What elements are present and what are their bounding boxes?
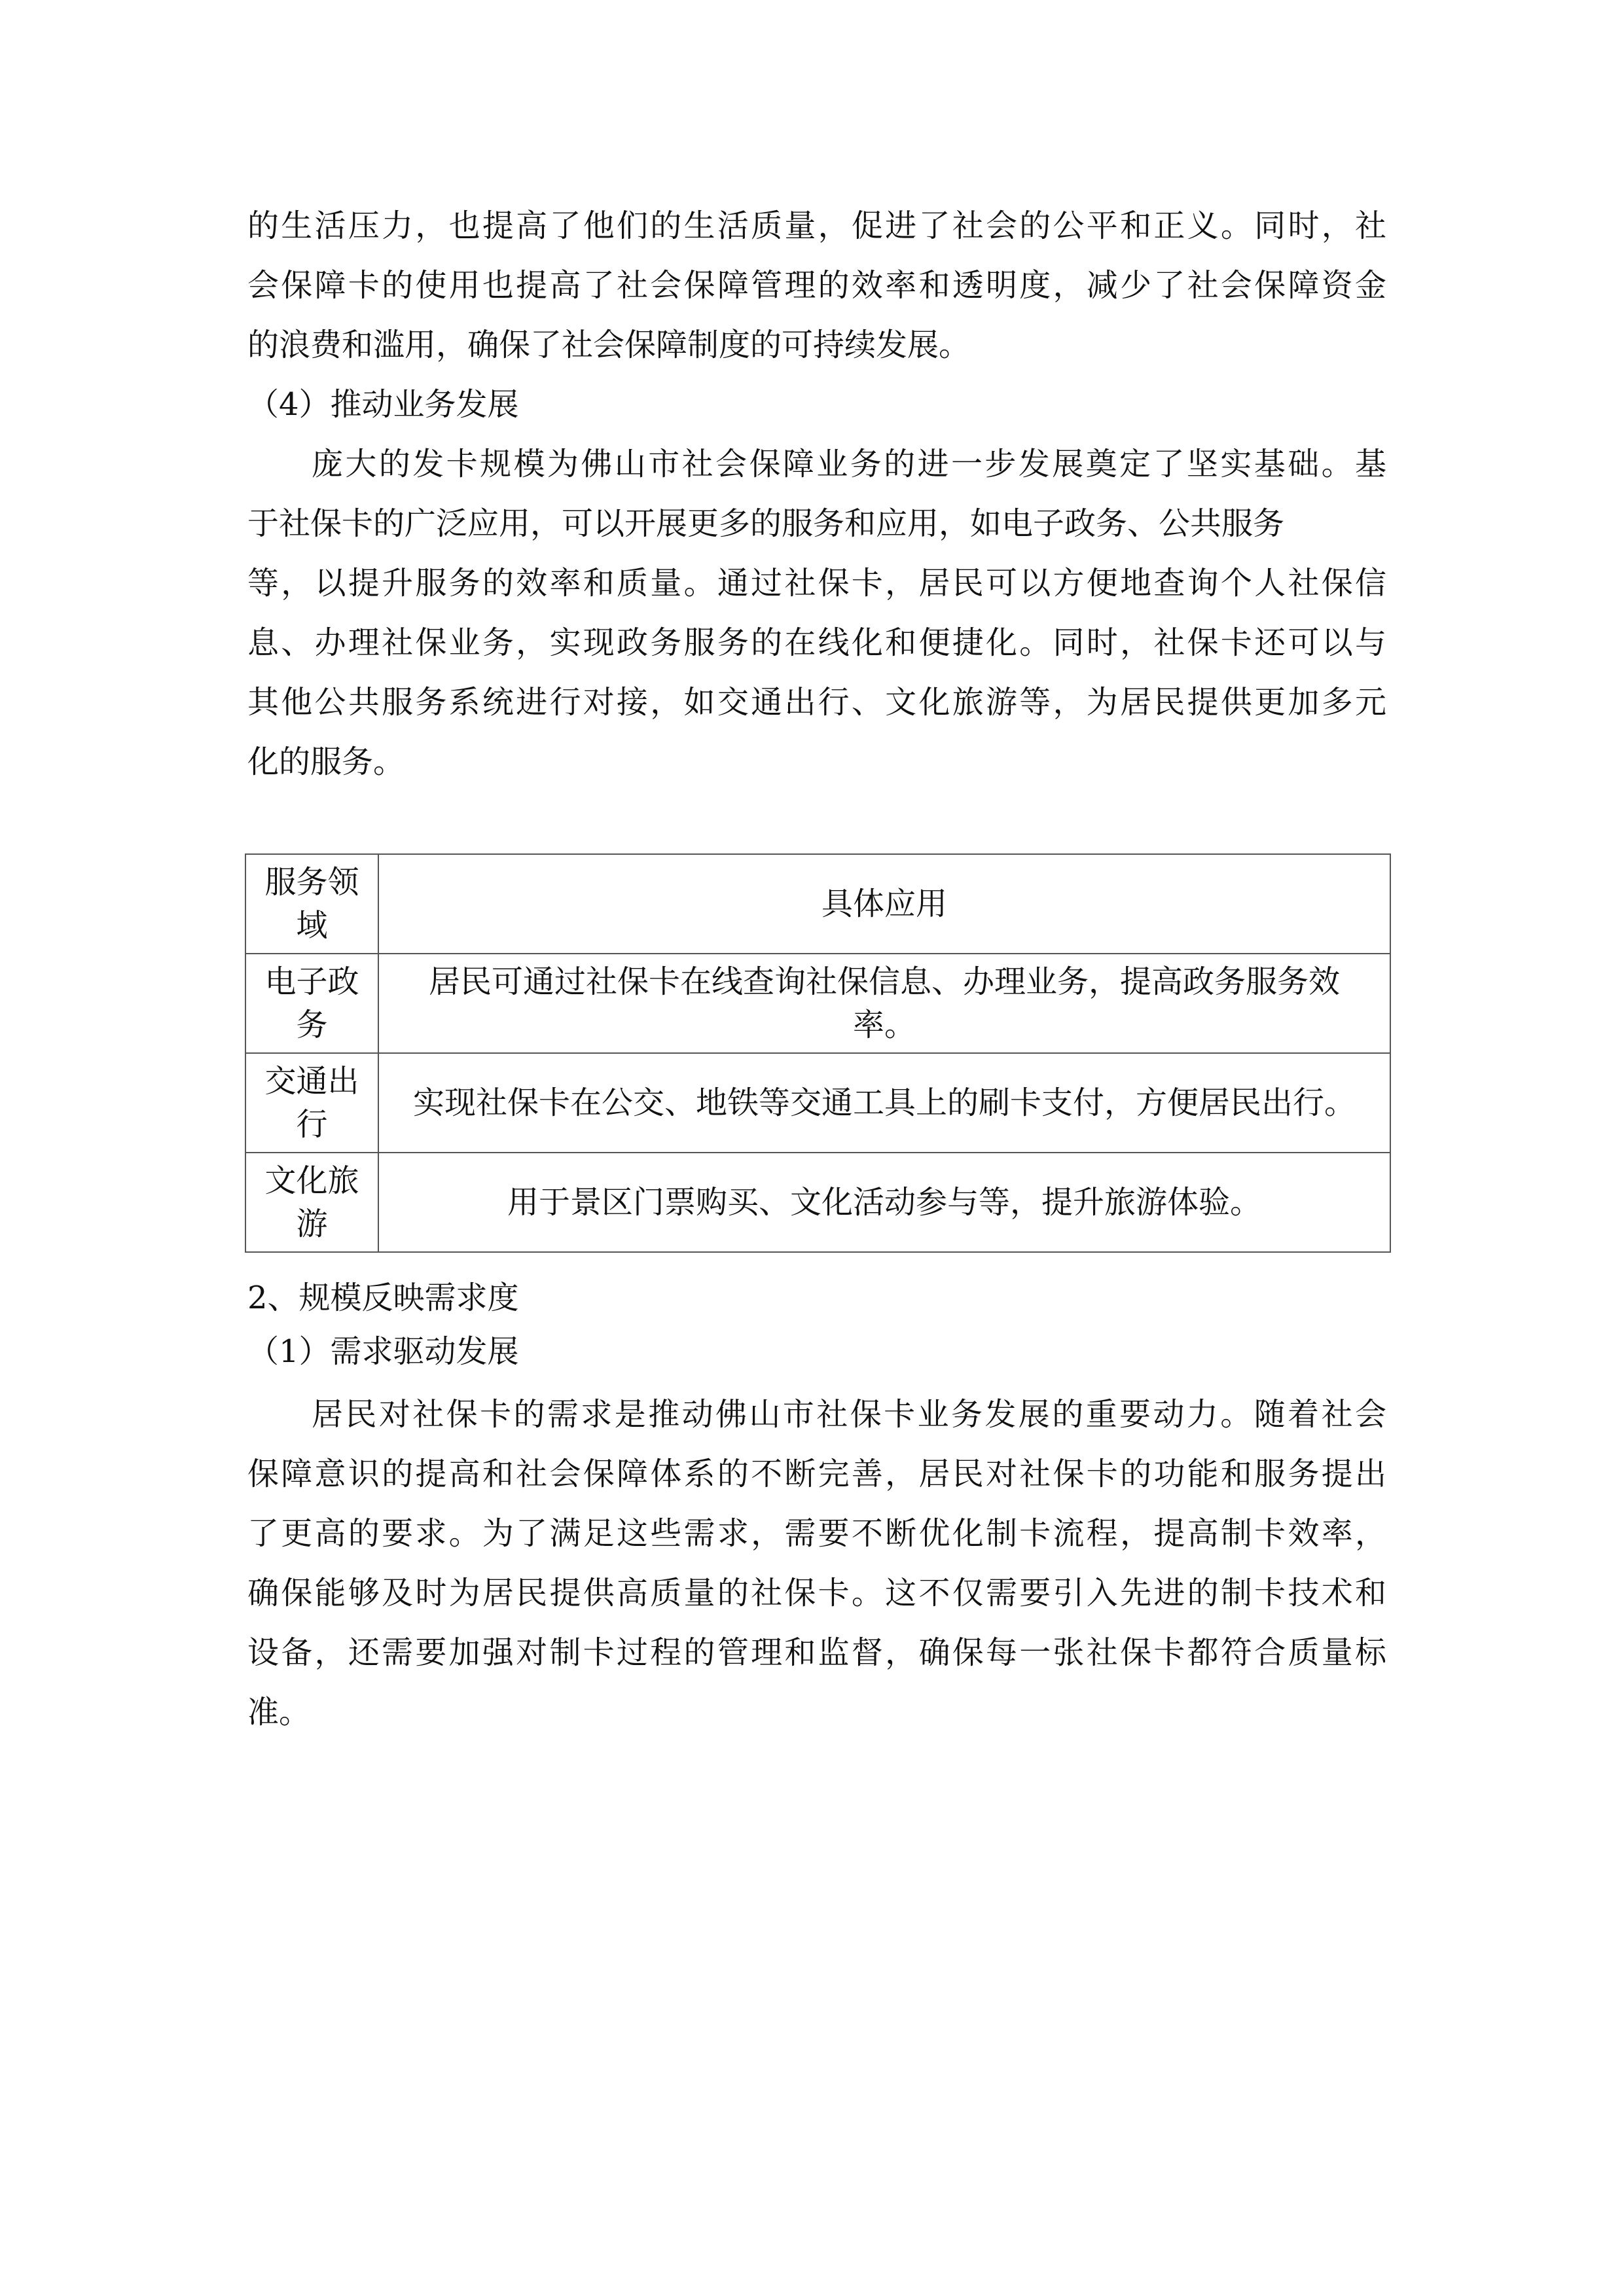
paragraph-line: 等，以提升服务的效率和质量。通过社保卡，居民可以方便地查询个人社保信 (247, 565, 1386, 601)
document-body-continued (247, 1271, 1386, 1742)
table-header-cell: 服务领 域 (245, 854, 378, 954)
section-heading: （4）推动业务发展 (247, 386, 519, 423)
paragraph-line: 于社保卡的广泛应用，可以开展更多的服务和应用，如电子政务、公共服务 (247, 505, 1285, 542)
section-heading: 2、规模反映需求度 (247, 1280, 519, 1316)
paragraph-line: 庞大的发卡规模为佛山市社会保障业务的进一步发展奠定了坚实基础。基 (312, 446, 1386, 482)
table-cell: 交通出 行 (245, 1053, 378, 1153)
paragraph-line: 会保障卡的使用也提高了社会保障管理的效率和透明度，减少了社会保障资金 (247, 267, 1386, 304)
paragraph-line: 居民对社保卡的需求是推动佛山市社保卡业务发展的重要动力。随着社会 (312, 1396, 1386, 1433)
table-row (245, 1153, 1390, 1252)
subsection-heading: （1）需求驱动发展 (247, 1333, 519, 1370)
paragraph-line: 的生活压力，也提高了他们的生活质量，促进了社会的公平和正义。同时，社 (247, 207, 1386, 244)
paragraph-line: 确保能够及时为居民提供高质量的社保卡。这不仅需要引入先进的制卡技术和 (247, 1575, 1386, 1611)
table-header-row (245, 854, 1390, 954)
paragraph-line: 其他公共服务系统进行对接，如交通出行、文化旅游等，为居民提供更加多元 (247, 684, 1386, 721)
document-body (247, 196, 1386, 792)
table-cell: 电子政 务 (245, 954, 378, 1053)
table-cell: 实现社保卡在公交、地铁等交通工具上的刷卡支付，方便居民出行。 (378, 1053, 1390, 1153)
paragraph-line: 设备，还需要加强对制卡过程的管理和监督，确保每一张社保卡都符合质量标 (247, 1634, 1386, 1671)
table-row (245, 1053, 1390, 1153)
paragraph-line: 的浪费和滥用，确保了社会保障制度的可持续发展。 (247, 327, 971, 363)
table-row (245, 954, 1390, 1053)
table-cell: 用于景区门票购买、文化活动参与等，提升旅游体验。 (378, 1153, 1390, 1252)
paragraph-line: 化的服务。 (247, 744, 405, 780)
table-header-cell: 具体应用 (378, 854, 1390, 954)
table-cell: 文化旅 游 (245, 1153, 378, 1252)
paragraph-line: 保障意识的提高和社会保障体系的不断完善，居民对社保卡的功能和服务提出 (247, 1456, 1386, 1492)
table-cell: 居民可通过社保卡在线查询社保信息、办理业务，提高政务服务效 率。 (378, 954, 1390, 1053)
paragraph-line: 准。 (247, 1694, 311, 1731)
paragraph-line: 息、办理社保业务，实现政务服务的在线化和便捷化。同时，社保卡还可以与 (247, 624, 1386, 661)
paragraph-line: 了更高的要求。为了满足这些需求，需要不断优化制卡流程，提高制卡效率， (247, 1515, 1386, 1552)
service-table (245, 853, 1391, 1253)
